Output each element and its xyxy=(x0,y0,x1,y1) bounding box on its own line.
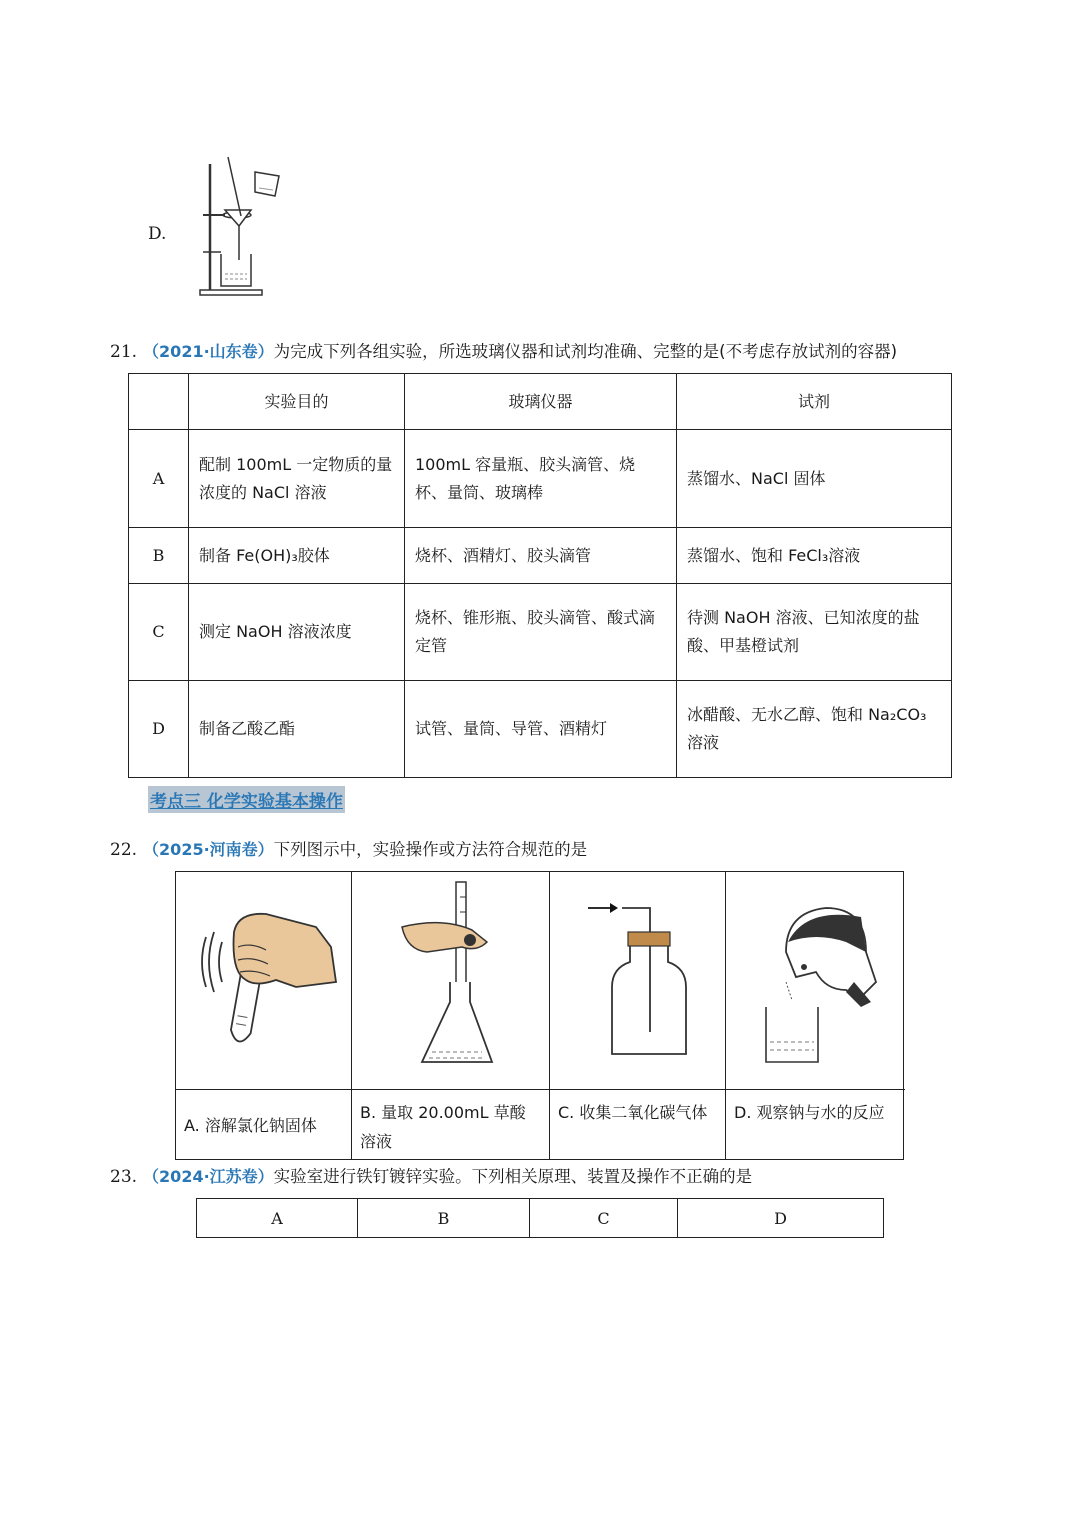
glassware-cell: 烧杯、酒精灯、胶头滴管 xyxy=(405,528,677,584)
shaking-test-tube-figure xyxy=(176,872,352,1089)
row-label: D xyxy=(129,681,189,778)
purpose-cell: 制备 Fe(OH)₃胶体 xyxy=(189,528,405,584)
row-label: C xyxy=(129,584,189,681)
question-number: 23. xyxy=(110,1167,138,1187)
q21-table xyxy=(128,373,952,778)
row-label: B xyxy=(129,528,189,584)
glassware-cell: 试管、量筒、导管、酒精灯 xyxy=(405,681,677,778)
header-cell: 玻璃仪器 xyxy=(405,374,677,430)
purpose-cell: 配制 100mL 一定物质的量浓度的 NaCl 溶液 xyxy=(189,430,405,528)
purpose-cell: 制备乙酸乙酯 xyxy=(189,681,405,778)
glassware-cell: 烧杯、锥形瓶、胶头滴管、酸式滴定管 xyxy=(405,584,677,681)
purpose-cell: 测定 NaOH 溶液浓度 xyxy=(189,584,405,681)
header-cell: 实验目的 xyxy=(189,374,405,430)
row-label: A xyxy=(129,430,189,528)
glassware-cell: 100mL 容量瓶、胶头滴管、烧杯、量筒、玻璃棒 xyxy=(405,430,677,528)
q22-figure-table xyxy=(175,871,904,1160)
reagent-cell: 冰醋酸、无水乙醇、饱和 Na₂CO₃溶液 xyxy=(677,681,952,778)
figure-b-cell xyxy=(352,872,550,1089)
question-23 xyxy=(110,1163,752,1187)
filtration-apparatus-figure xyxy=(195,152,285,300)
header-cell: 试剂 xyxy=(677,374,952,430)
question-21 xyxy=(110,338,897,362)
burette-flask-figure xyxy=(352,872,550,1089)
question-number: 22. xyxy=(110,840,138,860)
table-header-row xyxy=(197,1199,884,1238)
figure-d-cell xyxy=(726,872,905,1089)
section-heading: 考点三 化学实验基本操作 xyxy=(148,786,345,813)
q23-table xyxy=(196,1198,884,1238)
table-header-row xyxy=(129,374,952,430)
question-stem: 为完成下列各组实验，所选玻璃仪器和试剂均准确、完整的是(不考虑存放试剂的容器) xyxy=(273,342,898,361)
caption-c: C. 收集二氧化碳气体 xyxy=(550,1089,726,1159)
reagent-cell: 蒸馏水、NaCl 固体 xyxy=(677,430,952,528)
table-row xyxy=(129,681,952,778)
caption-d: D. 观察钠与水的反应 xyxy=(726,1089,905,1159)
header-cell: D xyxy=(678,1199,884,1238)
caption-b: B. 量取 20.00mL 草酸溶液 xyxy=(352,1089,550,1159)
figure-c-cell xyxy=(550,872,726,1089)
observing-reaction-figure xyxy=(726,872,905,1089)
header-cell xyxy=(129,374,189,430)
table-row xyxy=(129,430,952,528)
question-source: （2024·江苏卷） xyxy=(143,1167,274,1186)
header-cell: C xyxy=(530,1199,678,1238)
question-22 xyxy=(110,836,587,860)
question-stem: 实验室进行铁钉镀锌实验。下列相关原理、装置及操作不正确的是 xyxy=(273,1167,753,1186)
table-row xyxy=(129,528,952,584)
reagent-cell: 待测 NaOH 溶液、已知浓度的盐酸、甲基橙试剂 xyxy=(677,584,952,681)
caption-a: A. 溶解氯化钠固体 xyxy=(176,1089,352,1159)
question-number: 21. xyxy=(110,342,138,362)
question-stem: 下列图示中，实验操作或方法符合规范的是 xyxy=(273,840,588,859)
figure-a-cell xyxy=(176,872,352,1089)
question-source: （2021·山东卷） xyxy=(143,342,274,361)
header-cell: B xyxy=(358,1199,530,1238)
option-d-label: D. xyxy=(148,224,167,244)
gas-collection-bottle-figure xyxy=(550,872,726,1089)
header-cell: A xyxy=(197,1199,358,1238)
reagent-cell: 蒸馏水、饱和 FeCl₃溶液 xyxy=(677,528,952,584)
table-row xyxy=(129,584,952,681)
question-source: （2025·河南卷） xyxy=(143,840,274,859)
